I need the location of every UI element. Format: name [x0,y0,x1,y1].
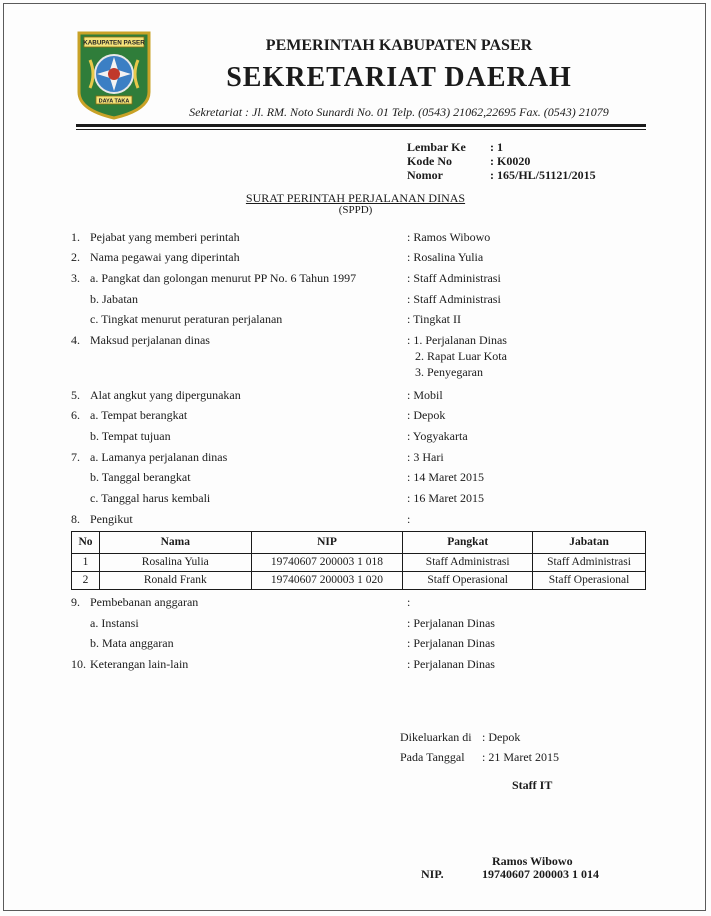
table-cell: Staff Administrasi [403,554,533,572]
office-address: Sekretariat : Jl. RM. Noto Sunardi No. 01 Telp. (0543) 21062,22695 Fax. (0543) 21079 [189,105,609,119]
table-cell: Staff Operasional [403,572,533,590]
item-number: 4. [71,333,80,347]
header-rule-thin [76,129,646,130]
office-name: SEKRETARIAT DAERAH [226,62,572,93]
item-value: : 14 Maret 2015 [407,470,484,484]
item-label: a. Pangkat dan golongan menurut PP No. 6 Tahun 1997 [90,271,357,285]
logo-text-bottom: DAYA TAKA [98,98,130,105]
item-value: : Ramos Wibowo [407,230,491,244]
government-name: PEMERINTAH KABUPATEN PASER [265,37,533,54]
item-label: b. Tanggal berangkat [90,470,191,484]
item-value: 3. Penyegaran [415,365,483,379]
item-value: : 1. Perjalanan Dinas [407,333,507,347]
item-value: : [407,595,411,609]
item-number: 8. [71,512,80,526]
item-label: b. Tempat tujuan [90,429,171,443]
signatory-position: Staff IT [512,778,553,792]
table-cell: 19740607 200003 1 018 [251,554,403,572]
nip-value: 19740607 200003 1 014 [482,867,599,881]
item-label: a. Tempat berangkat [90,408,188,422]
item-label: c. Tingkat menurut peraturan perjalanan [90,312,283,326]
issue-date-label: Pada Tanggal [400,750,465,764]
header-rule-thick [76,124,646,127]
item-value: : Tingkat II [407,312,462,326]
logo-text-top: KABUPATEN PASER [83,39,145,47]
item-value: : Perjalanan Dinas [407,616,495,630]
issued-at-value: : Depok [482,730,521,744]
item-value: : Staff Administrasi [407,292,501,306]
table-header-row [72,532,646,554]
table-cell: Rosalina Yulia [99,554,251,572]
ref-value-sheet: : 1 [490,140,503,154]
item-label: b. Jabatan [90,292,138,306]
item-label: a. Instansi [90,616,139,630]
signatory-name: Ramos Wibowo [492,854,573,868]
issue-date-value: : 21 Maret 2015 [482,750,559,764]
item-number: 10. [71,657,86,671]
ref-label-code: Kode No [407,154,452,168]
item-number: 6. [71,408,80,422]
item-number: 7. [71,450,80,464]
item-label: Nama pegawai yang diperintah [90,250,240,264]
item-label: Maksud perjalanan dinas [90,333,210,347]
table-cell: Ronald Frank [99,572,251,590]
document-title: SURAT PERINTAH PERJALANAN DINAS [245,191,466,205]
item-value: : Depok [407,408,446,422]
table-cell: 2 [72,572,100,590]
column-header: No [72,532,100,554]
item-label: c. Tanggal harus kembali [90,491,211,505]
ref-value-code: : K0020 [490,154,531,168]
item-number: 9. [71,595,80,609]
item-value: : 3 Hari [407,450,444,464]
item-value: : Yogyakarta [407,429,468,443]
table-row [72,572,646,590]
column-header: NIP [251,532,403,554]
table-row [72,554,646,572]
item-value: : [407,512,411,526]
item-value: : Staff Administrasi [407,271,501,285]
item-number: 1. [71,230,80,244]
ref-label-sheet: Lembar Ke [407,140,466,154]
item-number: 3. [71,271,80,285]
column-header: Jabatan [533,532,646,554]
item-number: 2. [71,250,80,264]
ref-value-number: : 165/HL/51121/2015 [490,168,596,182]
item-label: Alat angkut yang dipergunakan [90,388,241,402]
item-label: a. Lamanya perjalanan dinas [90,450,228,464]
issued-at-label: Dikeluarkan di [400,730,472,744]
table-cell: 19740607 200003 1 020 [251,572,403,590]
table-cell: Staff Administrasi [533,554,646,572]
item-label: Pejabat yang memberi perintah [90,230,240,244]
item-value: : Perjalanan Dinas [407,657,495,671]
item-value: : Perjalanan Dinas [407,636,495,650]
followers-table [71,531,646,590]
item-label: b. Mata anggaran [90,636,174,650]
nip-label: NIP. [421,867,444,881]
item-label: Keterangan lain-lain [90,657,189,671]
item-value: : 16 Maret 2015 [407,491,484,505]
item-label: Pengikut [90,512,133,526]
item-value: 2. Rapat Luar Kota [415,349,507,363]
item-label: Pembebanan anggaran [90,595,199,609]
ref-label-number: Nomor [407,168,443,182]
table-cell: Staff Operasional [533,572,646,590]
table-cell: 1 [72,554,100,572]
regency-emblem [76,30,152,120]
document-subtitle: (SPPD) [338,204,373,216]
document-page [3,3,706,911]
column-header: Pangkat [403,532,533,554]
item-value: : Mobil [407,388,443,402]
item-number: 5. [71,388,80,402]
column-header: Nama [99,532,251,554]
item-value: : Rosalina Yulia [407,250,484,264]
